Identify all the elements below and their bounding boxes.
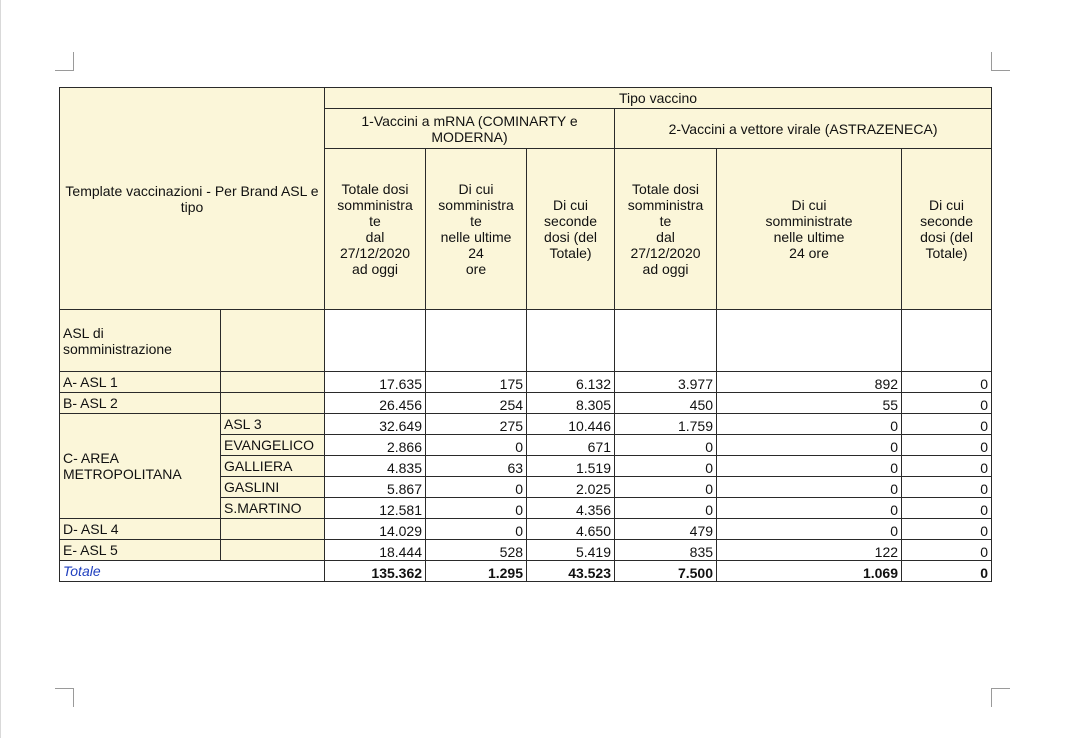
row-sublabel: S.MARTINO [221,498,325,519]
asl-header-sub [221,310,325,372]
crop-mark-top-right [991,52,1010,71]
totale-value: 1.069 [717,561,902,582]
cell-value: 0 [717,435,902,456]
cell-value: 10.446 [527,414,615,435]
cell-value: 175 [426,372,527,393]
cell-value: 0 [717,477,902,498]
cell-value: 1.519 [527,456,615,477]
cell-value: 0 [717,456,902,477]
row-sublabel [221,393,325,414]
cell-value: 2.866 [325,435,426,456]
crop-mark-bottom-right [991,688,1010,707]
col-header-totale-vettore: Totale dosi somministra te dal 27/12/2020 ad oggi [615,149,717,310]
col-header-totale-mrna: Totale dosi somministra te dal 27/12/2020 ad oggi [325,149,426,310]
group-vettore-virale-header: 2-Vaccini a vettore virale (ASTRAZENECA) [615,109,992,149]
cell-value: 55 [717,393,902,414]
table-row [60,372,992,393]
cell-value: 0 [426,435,527,456]
cell-value: 0 [902,498,992,519]
cell-value: 0 [615,435,717,456]
totale-value: 7.500 [615,561,717,582]
cell-value: 8.305 [527,393,615,414]
row-sublabel: EVANGELICO [221,435,325,456]
tipo-vaccino-header: Tipo vaccino [325,88,992,109]
cell-value: 0 [615,477,717,498]
row-label: E- ASL 5 [60,540,221,561]
totale-value: 1.295 [426,561,527,582]
cell-value: 0 [902,519,992,540]
row-sublabel [221,540,325,561]
cell-value: 892 [717,372,902,393]
cell-value: 0 [717,414,902,435]
corner-title: Template vaccinazioni - Per Brand ASL e tipo [60,88,325,310]
cell-value: 450 [615,393,717,414]
cell-value: 6.132 [527,372,615,393]
cell-value: 12.581 [325,498,426,519]
cell-value: 0 [902,414,992,435]
col-header-seconde-vettore: Di cui seconde dosi (del Totale) [902,149,992,310]
cell-value: 32.649 [325,414,426,435]
cell-value: 4.356 [527,498,615,519]
table-row [60,540,992,561]
col-header-ultime-mrna: Di cui somministra te nelle ultime 24 ore [426,149,527,310]
row-sublabel: GASLINI [221,477,325,498]
cell-value: 0 [902,393,992,414]
table-row [60,519,992,540]
cell-value: 3.977 [615,372,717,393]
row-label: B- ASL 2 [60,393,221,414]
row-label: D- ASL 4 [60,519,221,540]
col-header-ultime-vettore: Di cui somministrate nelle ultime 24 ore [717,149,902,310]
totale-value: 0 [902,561,992,582]
row-sublabel [221,519,325,540]
cell-value: 4.650 [527,519,615,540]
cell-value: 0 [426,477,527,498]
table-row [60,393,992,414]
row-label-area-metropolitana: C- AREA METROPOLITANA [60,414,221,519]
row-sublabel: GALLIERA [221,456,325,477]
cell-value: 0 [902,477,992,498]
cell-value: 5.867 [325,477,426,498]
cell-value: 0 [426,519,527,540]
cell-value: 17.635 [325,372,426,393]
crop-mark-bottom-left [55,688,74,707]
cell-value: 528 [426,540,527,561]
cell-value: 4.835 [325,456,426,477]
cell-value: 0 [717,498,902,519]
cell-value: 0 [902,372,992,393]
cell-value: 0 [902,540,992,561]
cell-value: 0 [902,435,992,456]
cell-value: 63 [426,456,527,477]
cell-value: 2.025 [527,477,615,498]
totale-value: 135.362 [325,561,426,582]
col-header-seconde-mrna: Di cui seconde dosi (del Totale) [527,149,615,310]
cell-value: 18.444 [325,540,426,561]
cell-value: 0 [615,498,717,519]
crop-mark-top-left [55,52,74,71]
cell-value: 479 [615,519,717,540]
row-sublabel: ASL 3 [221,414,325,435]
cell-value: 122 [717,540,902,561]
cell-value: 0 [615,456,717,477]
cell-value: 254 [426,393,527,414]
cell-value: 5.419 [527,540,615,561]
cell-value: 275 [426,414,527,435]
row-sublabel [221,372,325,393]
asl-header: ASL di somministrazione [60,310,221,372]
table-row [60,414,992,435]
totale-value: 43.523 [527,561,615,582]
cell-value: 14.029 [325,519,426,540]
cell-value: 1.759 [615,414,717,435]
totale-label: Totale [60,561,325,582]
cell-value: 671 [527,435,615,456]
totale-row [60,561,992,582]
row-label: A- ASL 1 [60,372,221,393]
vaccination-table [59,87,992,582]
group-mrna-header: 1-Vaccini a mRNA (COMINARTY e MODERNA) [325,109,615,149]
cell-value: 0 [717,519,902,540]
cell-value: 26.456 [325,393,426,414]
cell-value: 835 [615,540,717,561]
cell-value: 0 [902,456,992,477]
cell-value: 0 [426,498,527,519]
